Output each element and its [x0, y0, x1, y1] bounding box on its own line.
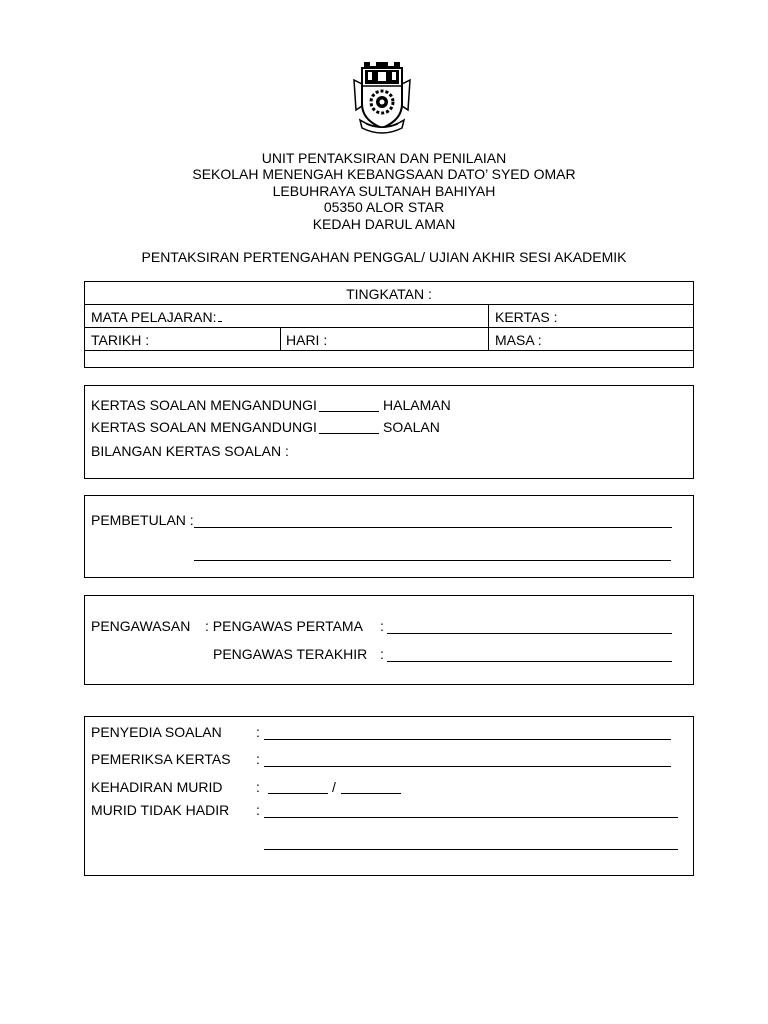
absent-students-label: MURID TIDAK HADIR [91, 802, 230, 818]
exam-title: PENTAKSIRAN PERTENGAHAN PENGGAL/ UJIAN AKHIR SESI AKADEMIK [141, 249, 627, 265]
kertas-field[interactable]: KERTAS : [495, 309, 558, 325]
mata-pelajaran-blank[interactable] [218, 321, 222, 322]
invigilation-label: PENGAWASAN [91, 618, 191, 634]
corrections-line-1[interactable] [194, 527, 672, 528]
hari-field[interactable]: HARI : [286, 332, 328, 348]
question-count-blank[interactable] [319, 433, 379, 434]
exam-info-table [84, 281, 694, 368]
question-setter-colon: : [256, 724, 260, 740]
page-count-label: KERTAS SOALAN MENGANDUNGI [91, 397, 317, 413]
mata-pelajaran-field[interactable] [91, 309, 222, 325]
attendance-slash: / [332, 779, 336, 795]
attendance-label: KEHADIRAN MURID [91, 779, 223, 795]
paper-contents-box [84, 385, 694, 479]
corrections-label: PEMBETULAN : [91, 512, 194, 528]
corrections-box [84, 495, 694, 578]
paper-checker-colon: : [256, 751, 260, 767]
school-header [0, 150, 768, 232]
absent-students-colon: : [256, 802, 260, 818]
last-invigilator-blank[interactable] [387, 661, 672, 662]
preparer-box [84, 716, 694, 876]
masa-field[interactable]: MASA : [495, 332, 542, 348]
paper-sheet-count-field[interactable]: BILANGAN KERTAS SOALAN : [91, 443, 289, 459]
page-count-unit: HALAMAN [383, 397, 451, 413]
last-invigilator-label: PENGAWAS TERAKHIR [213, 646, 368, 662]
paper-checker-blank[interactable] [264, 766, 671, 767]
invigilation-box [84, 595, 694, 685]
attendance-total-blank[interactable] [341, 793, 401, 794]
address-state: KEDAH DARUL AMAN [312, 215, 456, 232]
absent-students-line-1[interactable] [264, 817, 678, 818]
unit-name: UNIT PENTAKSIRAN DAN PENILAIAN [261, 150, 507, 166]
tarikh-field[interactable]: TARIKH : [91, 332, 150, 348]
first-invigilator-label: : PENGAWAS PERTAMA [205, 618, 363, 634]
school-name: SEKOLAH MENENGAH KEBANGSAAN DATO’ SYED OMAR [192, 166, 576, 183]
absent-students-line-2[interactable] [264, 849, 678, 850]
corrections-line-2[interactable] [194, 560, 671, 561]
first-invigilator-blank[interactable] [387, 633, 672, 634]
question-setter-label: PENYEDIA SOALAN [91, 724, 222, 740]
paper-checker-label: PEMERIKSA KERTAS [91, 751, 231, 767]
attendance-present-blank[interactable] [268, 793, 328, 794]
school-crest-logo [352, 58, 412, 134]
address-postcode: 05350 ALOR STAR [323, 199, 445, 216]
question-setter-blank[interactable] [264, 739, 671, 740]
last-invigilator-colon: : [380, 646, 384, 662]
mata-pelajaran-label: MATA PELAJARAN: [91, 309, 217, 325]
first-invigilator-colon: : [380, 618, 384, 634]
question-count-unit: SOALAN [383, 419, 440, 435]
address-street: LEBUHRAYA SULTANAH BAHIYAH [272, 182, 496, 199]
question-count-label: KERTAS SOALAN MENGANDUNGI [91, 419, 317, 435]
page-count-blank[interactable] [319, 411, 379, 412]
tingkatan-field[interactable]: TINGKATAN : [346, 286, 432, 302]
attendance-colon: : [256, 779, 260, 795]
